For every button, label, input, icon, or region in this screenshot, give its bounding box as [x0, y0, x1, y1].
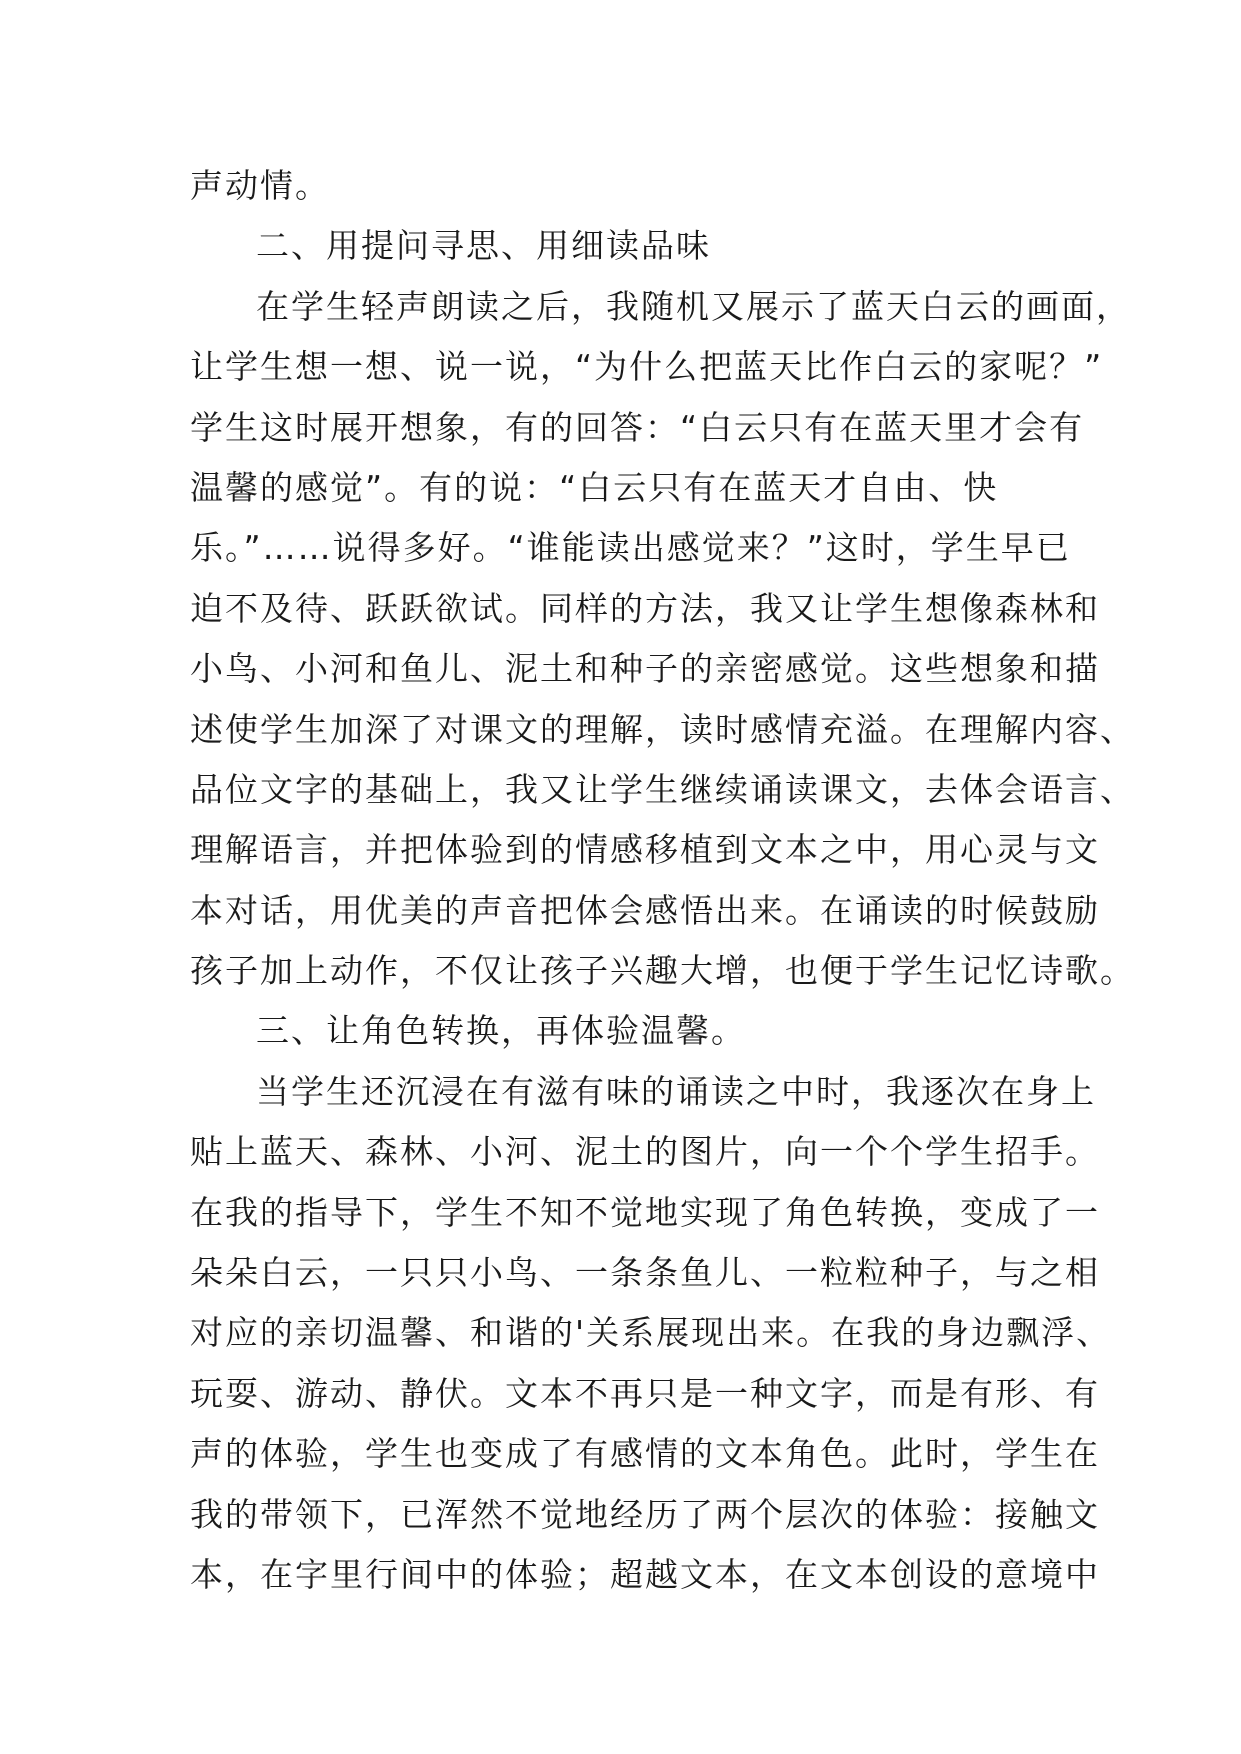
text-line: 在学生轻声朗读之后，我随机又展示了蓝天白云的画面，: [256, 286, 1131, 326]
text-line: 理解语言，并把体验到的情感移植到文本之中，用心灵与文: [190, 830, 1100, 870]
text-line: 贴上蓝天、森林、小河、泥土的图片，向一个个学生招手。: [190, 1132, 1100, 1172]
text-line: 小鸟、小河和鱼儿、泥土和种子的亲密感觉。这些想象和描: [190, 649, 1100, 689]
text-line: 声动情。: [190, 166, 330, 205]
text-line: 本，在字里行间中的体验；超越文本，在文本创设的意境中: [190, 1554, 1100, 1594]
text-line: 述使学生加深了对课文的理解，读时感情充溢。在理解内容、: [190, 709, 1135, 749]
text-line: 学生这时展开想象，有的回答：“白云只有在蓝天里才会有: [190, 407, 1085, 447]
text-line: 温馨的感觉”。有的说：“白云只有在蓝天才自由、快: [190, 467, 999, 507]
text-line: 让学生想一想、说一说，“为什么把蓝天比作白云的家呢？”: [190, 347, 1104, 387]
text-line: 我的带领下，已浑然不觉地经历了两个层次的体验：接触文: [190, 1494, 1100, 1534]
text-line: 声的体验，学生也变成了有感情的文本角色。此时，学生在: [190, 1434, 1100, 1474]
text-line: 玩耍、游动、静伏。文本不再只是一种文字，而是有形、有: [190, 1373, 1100, 1413]
document-body: [190, 156, 1135, 1605]
text-line: 朵朵白云，一只只小鸟、一条条鱼儿、一粒粒种子，与之相: [190, 1253, 1100, 1293]
section-heading: 三、让角色转换，再体验温馨。: [256, 1011, 746, 1051]
text-line: 乐。”……说得多好。“谁能读出感觉来？”这时，学生早已: [190, 528, 1071, 568]
section-heading: 二、用提问寻思、用细读品味: [256, 226, 711, 266]
text-line: 品位文字的基础上，我又让学生继续诵读课文，去体会语言、: [190, 769, 1135, 809]
text-line: 迫不及待、跃跃欲试。同样的方法，我又让学生想像森林和: [190, 588, 1100, 628]
text-line: 当学生还沉浸在有滋有味的诵读之中时，我逐次在身上: [256, 1071, 1096, 1111]
text-line: 在我的指导下，学生不知不觉地实现了角色转换，变成了一: [190, 1192, 1100, 1232]
text-line: 本对话，用优美的声音把体会感悟出来。在诵读的时候鼓励: [190, 890, 1100, 930]
text-line: 孩子加上动作，不仅让孩子兴趣大增，也便于学生记忆诗歌。: [190, 951, 1135, 991]
text-line: 对应的亲切温馨、和谐的'关系展现出来。在我的身边飘浮、: [190, 1313, 1112, 1353]
